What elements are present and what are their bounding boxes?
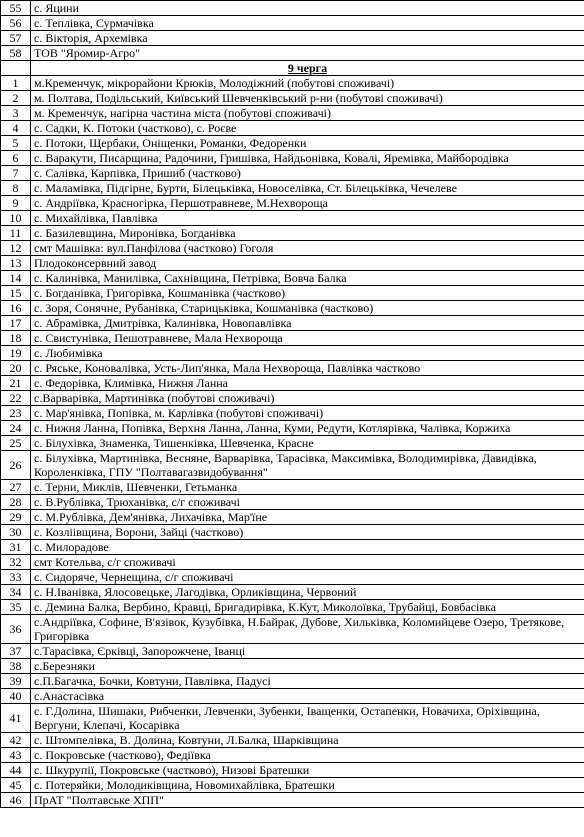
row-number: 9 [1,196,31,211]
row-number: 31 [1,540,31,555]
table-row [1,793,584,808]
row-locations: с. Свистунівка, Пешотравневе, Мала Нехвороща [31,331,584,346]
row-locations: с. М.Рублівка, Дем'янівка, Лихачівка, Мар'їне [31,510,584,525]
row-locations: с.Тарасівка, Єрківці, Запорожчене, Іванці [31,644,584,659]
row-locations: Плодоконсервний завод [31,256,584,271]
row-number: 1 [1,76,31,91]
row-locations: с. Демина Балка, Вербино, Кравці, Бригадирівка, К.Кут, Миколоївка, Трубайці, Бовбасівка [31,600,584,615]
row-number: 11 [1,226,31,241]
row-locations: с. Яцини [31,1,584,16]
table-row [1,406,584,421]
table-row [1,136,584,151]
table-row [1,181,584,196]
row-number: 16 [1,301,31,316]
row-locations: ПрАТ "Полтавське ХПП" [31,793,584,808]
table-row [1,674,584,689]
row-number: 3 [1,106,31,121]
table-row [1,151,584,166]
row-number: 18 [1,331,31,346]
row-locations: с. Штомпелівка, В. Долина, Ковтуни, Л.Балка, Шарківщина [31,733,584,748]
row-number: 27 [1,480,31,495]
table-row [1,659,584,674]
row-locations: с. Калинівка, Манилівка, Сахнівщина, Петрівка, Вовча Балка [31,271,584,286]
table-row [1,689,584,704]
row-number: 58 [1,46,31,61]
row-number: 19 [1,346,31,361]
row-number: 29 [1,510,31,525]
table-row [1,106,584,121]
table-row [1,211,584,226]
row-locations: с.Березняки [31,659,584,674]
row-locations: смт Котельва, с/г споживачі [31,555,584,570]
section-header-row [1,61,584,76]
row-number: 5 [1,136,31,151]
row-number: 25 [1,436,31,451]
row-number: 39 [1,674,31,689]
table-row [1,166,584,181]
table-row [1,331,584,346]
row-number: 55 [1,1,31,16]
row-locations: с. Шкурупії, Покровське (частково), Низові Братешки [31,763,584,778]
table-row [1,241,584,256]
row-locations: с. Салівка, Карпівка, Пришиб (частково) [31,166,584,181]
row-locations: с. Білухівка, Знаменка, Тишенківка, Шевченка, Красне [31,436,584,451]
row-locations: с. В.Рублівка, Трюханівка, с/г споживачі [31,495,584,510]
row-locations: с. Потоки, Щербаки, Оніщенки, Романки, Федоренки [31,136,584,151]
table-row [1,778,584,793]
table-row [1,763,584,778]
row-number: 57 [1,31,31,46]
row-number: 20 [1,361,31,376]
table-row [1,436,584,451]
row-locations: с. Садки, К. Потоки (частково), с. Роєве [31,121,584,136]
row-number: 36 [1,615,31,644]
table-row [1,361,584,376]
row-locations: с. Сидоряче, Чернещина, с/г споживачі [31,570,584,585]
row-locations: с. Варакути, Писарщина, Радочини, Гришівка, Найдьонівка, Ковалі, Яремівка, Майбородівка [31,151,584,166]
section-header-spacer [1,61,31,76]
row-number: 45 [1,778,31,793]
row-locations: с. Андріївка, Красногірка, Першотравневе, М.Нехвороща [31,196,584,211]
table-row [1,391,584,406]
table-row [1,480,584,495]
row-locations: с. Ряське, Коновалівка, Усть-Лип'янка, Мала Нехвороща, Павлівка частково [31,361,584,376]
row-locations: с. Вікторія, Архемівка [31,31,584,46]
table-row [1,525,584,540]
row-number: 12 [1,241,31,256]
table-row [1,615,584,644]
row-number: 33 [1,570,31,585]
row-number: 42 [1,733,31,748]
row-locations: с. Абрамівка, Дмитрівка, Калинівка, Новопавлівка [31,316,584,331]
row-number: 14 [1,271,31,286]
table-row [1,600,584,615]
row-locations: с. Михайлівка, Павлівка [31,211,584,226]
table-row [1,585,584,600]
row-number: 7 [1,166,31,181]
row-number: 37 [1,644,31,659]
table-row [1,748,584,763]
table-row [1,76,584,91]
table-row [1,271,584,286]
row-number: 46 [1,793,31,808]
row-locations: с. Теплівка, Сурмачівка [31,16,584,31]
row-number: 15 [1,286,31,301]
row-number: 24 [1,421,31,436]
table-row [1,733,584,748]
row-locations: с.П.Багачка, Бочки, Ковтуни, Павлівка, Падусі [31,674,584,689]
row-number: 40 [1,689,31,704]
table-row [1,46,584,61]
row-locations: ТОВ "Яромир-Агро" [31,46,584,61]
row-locations: м. Кременчук, нагірна частина міста (побутові споживачі) [31,106,584,121]
row-number: 8 [1,181,31,196]
table-row [1,301,584,316]
row-number: 22 [1,391,31,406]
row-locations: с. Маламівка, Підгірне, Бурти, Білецьківка, Новоселівка, Ст. Білецьківка, Чечелеве [31,181,584,196]
table-row [1,376,584,391]
table-row [1,256,584,271]
row-number: 30 [1,525,31,540]
row-locations: с.Анастасівка [31,689,584,704]
table-row [1,316,584,331]
section-title: 9 черга [31,61,584,76]
table-row [1,540,584,555]
table-row [1,421,584,436]
row-locations: с. Козліівщина, Ворони, Зайці (частково) [31,525,584,540]
table-row [1,644,584,659]
top-rows [1,1,584,61]
row-locations: с. Нижня Ланна, Попівка, Верхня Ланна, Ланна, Куми, Редути, Котлярівка, Чалівка, Коржиха [31,421,584,436]
row-number: 56 [1,16,31,31]
row-number: 43 [1,748,31,763]
row-number: 38 [1,659,31,674]
table-row [1,196,584,211]
section-header-group [1,61,584,76]
row-number: 17 [1,316,31,331]
row-number: 44 [1,763,31,778]
table-row [1,121,584,136]
row-locations: с. Богданівка, Григорівка, Кошманівка (частково) [31,286,584,301]
row-locations: м.Кременчук, мікрорайони Крюків, Молодіжний (побутові споживачі) [31,76,584,91]
table-row [1,31,584,46]
row-number: 4 [1,121,31,136]
table-row [1,451,584,480]
row-locations: с. Базилевщина, Миронівка, Богданівка [31,226,584,241]
row-locations: с. Потеряйки, Молодиківщина, Новомихайлівка, Братешки [31,778,584,793]
row-number: 23 [1,406,31,421]
row-locations: с. Зоря, Сонячне, Рубанівка, Старицьківка, Кошманівка (частково) [31,301,584,316]
row-number: 2 [1,91,31,106]
row-number: 13 [1,256,31,271]
table-row [1,570,584,585]
table-row [1,495,584,510]
row-locations: с.Андріївка, Софине, В'язівок, Кузубівка, Н.Байрак, Дубове, Хильківка, Коломийцеве Озеро, Третякове, Григорівка [31,615,584,644]
row-number: 34 [1,585,31,600]
row-locations: с. Любимівка [31,346,584,361]
table-row [1,91,584,106]
row-locations: м. Полтава, Подільський, Київський Шевченківський р-ни (побутові споживачі) [31,91,584,106]
table-row [1,226,584,241]
table-row [1,510,584,525]
row-locations: с. Терни, Миклів, Шевченки, Гетьманка [31,480,584,495]
row-locations: смт Машівка: вул.Панфілова (частково) Гоголя [31,241,584,256]
row-locations: с. Білухівка, Мартинівка, Весняне, Варварівка, Тарасівка, Максимівка, Володимирівка, Давидівка, Короленківка, ГПУ "Полтавагазвидобування" [31,451,584,480]
table-row [1,555,584,570]
row-locations: с. Покровське (частково), Федіївка [31,748,584,763]
row-locations: с.Варварівка, Мартинівка (побутові споживачі) [31,391,584,406]
row-locations: с. Г.Долина, Шишаки, Рибченки, Левченки, Зубенки, Іващенки, Остапенки, Новачиха, Оріхівщина, Вергуни, Клепачі, Косарівка [31,704,584,733]
row-number: 10 [1,211,31,226]
table-row [1,286,584,301]
row-locations: с. Милорадове [31,540,584,555]
row-locations: с. Мар'янівка, Попівка, м. Карлівка (побутові споживачі) [31,406,584,421]
row-number: 35 [1,600,31,615]
table-row [1,346,584,361]
row-number: 32 [1,555,31,570]
row-number: 41 [1,704,31,733]
table-row [1,1,584,16]
row-number: 28 [1,495,31,510]
row-locations: с. Федорівка, Климівка, Нижня Ланна [31,376,584,391]
row-number: 26 [1,451,31,480]
row-locations: с. Н.Іванівка, Ялосовецьке, Лагодівка, Орликівщина, Червоний [31,585,584,600]
table-row [1,16,584,31]
row-number: 21 [1,376,31,391]
row-number: 6 [1,151,31,166]
table-row [1,704,584,733]
section-rows [1,76,584,808]
